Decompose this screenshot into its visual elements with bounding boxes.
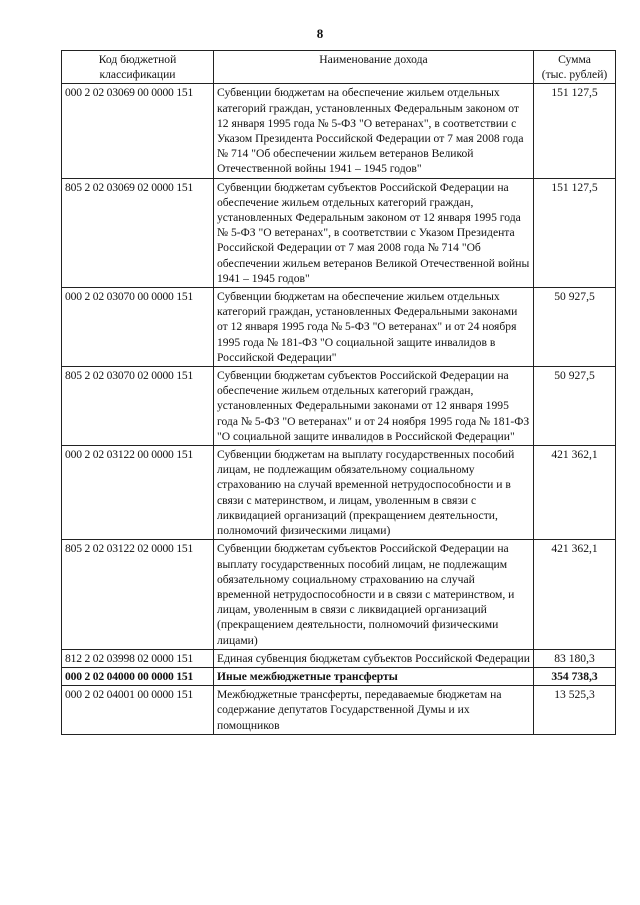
table-row xyxy=(62,649,616,667)
row-code-cell: 000 2 02 04001 00 0000 151 xyxy=(62,686,214,735)
table-row xyxy=(62,367,616,446)
table-row xyxy=(62,446,616,540)
row-code-cell: 812 2 02 03998 02 0000 151 xyxy=(62,649,214,667)
table-row xyxy=(62,686,616,735)
table-row xyxy=(62,178,616,287)
page-number: 8 xyxy=(316,26,324,41)
row-sum-cell: 13 525,3 xyxy=(534,686,616,735)
row-sum-cell: 151 127,5 xyxy=(534,178,616,287)
table-body xyxy=(62,84,616,734)
row-sum-cell: 50 927,5 xyxy=(534,367,616,446)
table-row xyxy=(62,540,616,649)
row-code-cell: 805 2 02 03070 02 0000 151 xyxy=(62,367,214,446)
header-row xyxy=(62,51,616,84)
row-sum-cell: 421 362,1 xyxy=(534,446,616,540)
row-sum-cell: 151 127,5 xyxy=(534,84,616,178)
row-sum-cell: 421 362,1 xyxy=(534,540,616,649)
row-name-cell: Иные межбюджетные трансферты xyxy=(214,667,534,685)
row-name-cell: Субвенции бюджетам субъектов Российской Федерации на обеспечение жильем отдельных категорий граждан, установленных Федеральными законами от 12 января 1995 года № 5-ФЗ "О ветеранах" и от 24 ноября 1995 года № 181-ФЗ "О социальной защите инвалидов в Российской Федерации" xyxy=(214,367,534,446)
row-name-cell: Субвенции бюджетам на обеспечение жильем отдельных категорий граждан, установленных Федеральными законами от 12 января 1995 года № 5-ФЗ "О ветеранах" и от 24 ноября 1995 года № 181-ФЗ "О социальной защите инвалидов в Российской Федерации" xyxy=(214,288,534,367)
header-name: Наименование дохода xyxy=(214,51,534,84)
table-row xyxy=(62,667,616,685)
header-sum: Сумма (тыс. рублей) xyxy=(534,51,616,84)
row-code-cell: 000 2 02 04000 00 0000 151 xyxy=(62,667,214,685)
row-sum-cell: 354 738,3 xyxy=(534,667,616,685)
row-name-cell: Субвенции бюджетам субъектов Российской Федерации на выплату государственных пособий лицам, не подлежащим обязательному социальному страхованию на случай временной нетрудоспособности и в связи с материнством, и лицам, уволенным в связи с ликвидацией организаций (прекращением деятельности, полномочий физическими лицами) xyxy=(214,540,534,649)
row-name-cell: Субвенции бюджетам на обеспечение жильем отдельных категорий граждан, установленных Федеральным законом от 12 января 1995 года № 5-ФЗ "О ветеранах", в соответствии с Указом Президента Российской Федерации от 7 мая 2008 года № 714 "Об обеспечении жильем ветеранов Великой Отечественной войны 1941 – 1945 годов" xyxy=(214,84,534,178)
row-sum-cell: 50 927,5 xyxy=(534,288,616,367)
table-header xyxy=(62,51,616,84)
row-code-cell: 000 2 02 03070 00 0000 151 xyxy=(62,288,214,367)
row-sum-cell: 83 180,3 xyxy=(534,649,616,667)
row-name-cell: Субвенции бюджетам на выплату государственных пособий лицам, не подлежащим обязательному социальному страхованию на случай временной нетрудоспособности и в связи с материнством, и лицам, уволенным в связи с ликвидацией организаций (прекращением деятельности, полномочий физическими лицами) xyxy=(214,446,534,540)
header-code: Код бюджетной классификации xyxy=(62,51,214,84)
row-code-cell: 000 2 02 03069 00 0000 151 xyxy=(62,84,214,178)
table-row xyxy=(62,84,616,178)
income-table xyxy=(61,50,616,735)
row-code-cell: 805 2 02 03069 02 0000 151 xyxy=(62,178,214,287)
row-name-cell: Единая субвенция бюджетам субъектов Российской Федерации xyxy=(214,649,534,667)
row-code-cell: 805 2 02 03122 02 0000 151 xyxy=(62,540,214,649)
row-code-cell: 000 2 02 03122 00 0000 151 xyxy=(62,446,214,540)
row-name-cell: Субвенции бюджетам субъектов Российской Федерации на обеспечение жильем отдельных категорий граждан, установленных Федеральным законом от 12 января 1995 года № 5-ФЗ "О ветеранах", в соответствии с Указом Президента Российской Федерации от 7 мая 2008 года № 714 "Об обеспечении жильем ветеранов Великой Отечественной войны 1941 – 1945 годов" xyxy=(214,178,534,287)
row-name-cell: Межбюджетные трансферты, передаваемые бюджетам на содержание депутатов Государственной Думы и их помощников xyxy=(214,686,534,735)
table-row xyxy=(62,288,616,367)
